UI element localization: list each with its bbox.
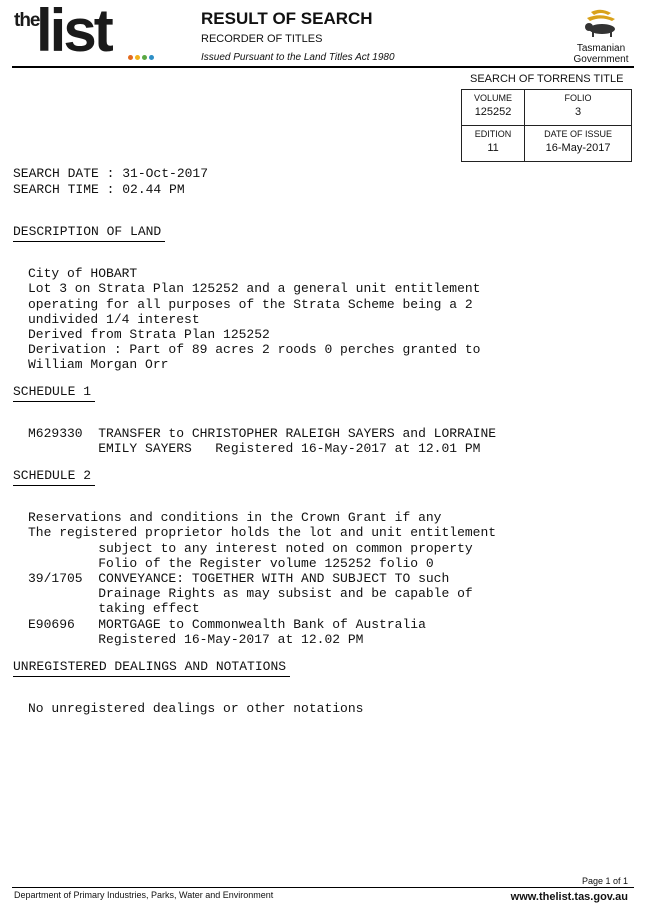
schedule1-body — [28, 411, 496, 472]
edition-label: EDITION — [474, 129, 512, 139]
tasmanian-government-logo — [572, 8, 630, 65]
page-number: Page 1 of 1 — [581, 876, 628, 886]
document-act: Issued Pursuant to the Land Titles Act 1980 — [201, 52, 395, 63]
description-heading: DESCRIPTION OF LAND — [13, 224, 165, 242]
logo-dot-blue — [149, 55, 154, 60]
document-title: RESULT OF SEARCH — [201, 9, 373, 28]
schedule2-line: taking effect — [28, 601, 200, 617]
title-reference-table — [461, 89, 632, 162]
schedule2-body — [28, 495, 496, 662]
volume-label: VOLUME — [474, 93, 513, 103]
website-link[interactable]: www.thelist.tas.gov.au — [510, 891, 628, 903]
edition-value: 11 — [487, 142, 499, 154]
folio-value: 3 — [574, 106, 582, 118]
document-subtitle: RECORDER OF TITLES — [201, 33, 323, 45]
schedule2-line: subject to any interest noted on common property — [28, 540, 473, 556]
header-divider — [12, 66, 634, 68]
description-line: Lot 3 on Strata Plan 125252 and a general unit entitlement — [28, 281, 481, 297]
thylacine-emblem-icon — [581, 8, 621, 38]
schedule1-heading: SCHEDULE 1 — [13, 384, 95, 402]
logo-list-text: list — [36, 0, 111, 64]
gov-text-line1: Tasmanian — [576, 43, 626, 54]
description-line: William Morgan Orr — [28, 357, 169, 373]
unregistered-heading: UNREGISTERED DEALINGS AND NOTATIONS — [13, 659, 290, 677]
logo-dots — [128, 55, 154, 60]
gov-text-line2: Government — [573, 54, 629, 65]
folio-label: FOLIO — [564, 93, 592, 103]
schedule2-heading: SCHEDULE 2 — [13, 468, 95, 486]
description-line: undivided 1/4 interest — [28, 311, 200, 327]
unregistered-body — [28, 686, 363, 732]
footer-divider — [12, 887, 634, 888]
volume-value: 125252 — [474, 106, 512, 118]
schedule2-line: The registered proprietor holds the lot and unit entitlement — [28, 525, 497, 541]
schedule2-line: Registered 16-May-2017 at 12.02 PM — [28, 631, 364, 647]
logo-the-text: the — [14, 10, 40, 31]
logo-dot-orange — [128, 55, 133, 60]
description-line: Derivation : Part of 89 acres 2 roods 0 perches granted to — [28, 342, 481, 358]
torrens-search-heading: SEARCH OF TORRENS TITLE — [470, 73, 624, 85]
unregistered-line: No unregistered dealings or other notations — [28, 701, 364, 717]
description-line: operating for all purposes of the Strata Scheme being a 2 — [28, 296, 473, 312]
logo-dot-green — [142, 55, 147, 60]
folio-cell — [525, 90, 632, 126]
schedule2-line: E90696 MORTGAGE to Commonwealth Bank of Australia — [28, 616, 426, 632]
issue-date-label: DATE OF ISSUE — [544, 129, 612, 139]
issue-date-value: 16-May-2017 — [545, 142, 611, 154]
department-name: Department of Primary Industries, Parks, Water and Environment — [14, 890, 274, 900]
schedule2-line: 39/1705 CONVEYANCE: TOGETHER WITH AND SUBJECT TO such — [28, 571, 450, 587]
search-date: SEARCH DATE : 31-Oct-2017 — [13, 166, 209, 181]
description-line: Derived from Strata Plan 125252 — [28, 327, 270, 343]
schedule2-line: Folio of the Register volume 125252 folio 0 — [28, 555, 434, 571]
schedule1-line: EMILY SAYERS Registered 16-May-2017 at 12.01 PM — [28, 441, 481, 457]
search-time: SEARCH TIME : 02.44 PM — [13, 182, 185, 197]
edition-cell — [462, 126, 525, 162]
logo-dot-yellow — [135, 55, 140, 60]
description-body — [28, 251, 480, 388]
issue-date-cell — [525, 126, 632, 162]
schedule2-line: Reservations and conditions in the Crown Grant if any — [28, 510, 442, 526]
description-line: City of HOBART — [28, 266, 138, 282]
volume-cell — [462, 90, 525, 126]
schedule1-line: M629330 TRANSFER to CHRISTOPHER RALEIGH SAYERS and LORRAINE — [28, 426, 497, 442]
schedule2-line: Drainage Rights as may subsist and be capable of — [28, 586, 473, 602]
